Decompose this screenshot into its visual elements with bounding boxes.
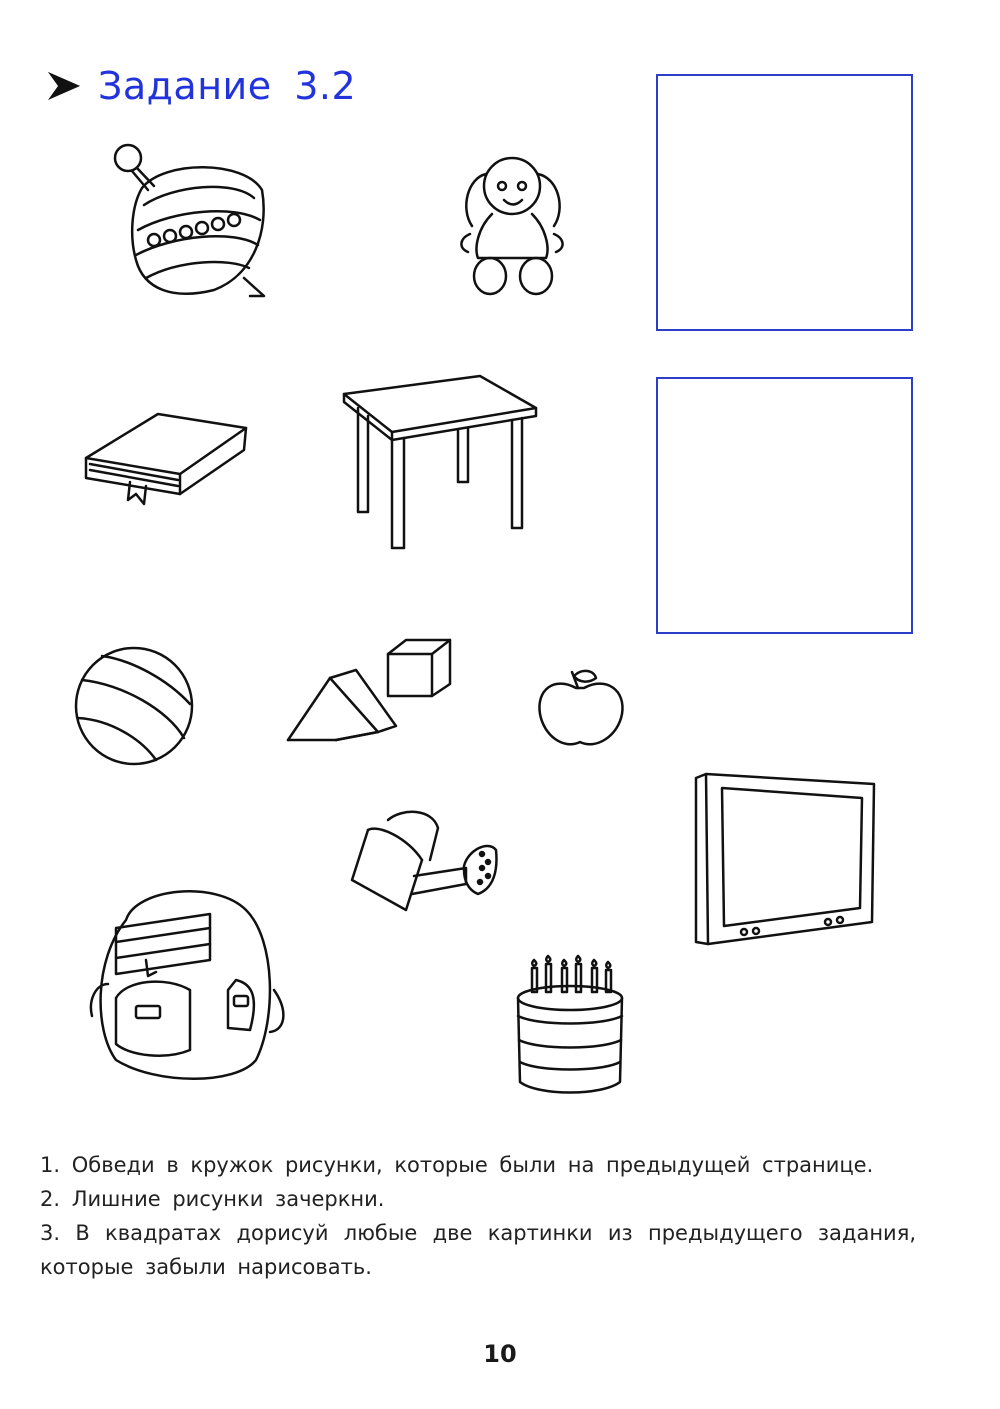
birthday-cake-icon bbox=[508, 956, 632, 1098]
doll-icon bbox=[448, 148, 578, 298]
doll-picture[interactable] bbox=[448, 148, 578, 298]
ball-picture[interactable] bbox=[72, 644, 196, 768]
instruction-2: 2. Лишние рисунки зачеркни. bbox=[40, 1187, 385, 1211]
drawing-box-2[interactable] bbox=[656, 377, 913, 634]
drawing-box-1[interactable] bbox=[656, 74, 913, 331]
page-number: 10 bbox=[483, 1340, 517, 1368]
apple-icon bbox=[534, 666, 628, 750]
task-header bbox=[44, 58, 356, 114]
watering-can-picture[interactable] bbox=[348, 810, 508, 914]
prism-and-cube-picture[interactable] bbox=[284, 634, 464, 746]
instruction-3: 3. В квадратах дорисуй любые две картинки из предыдущего задания, которые забыли нарисовать. bbox=[40, 1221, 916, 1279]
instruction-1: 1. Обведи в кружок рисунки, которые были на предыдущей странице. bbox=[40, 1153, 874, 1177]
spinning-top-picture[interactable] bbox=[104, 140, 274, 310]
table-picture[interactable] bbox=[340, 372, 540, 552]
monitor-icon bbox=[694, 770, 878, 948]
backpack-picture[interactable] bbox=[86, 880, 292, 1086]
book-icon bbox=[80, 408, 250, 508]
birthday-cake-picture[interactable] bbox=[508, 956, 632, 1098]
arrow-bullet-icon bbox=[44, 66, 84, 106]
backpack-icon bbox=[86, 880, 292, 1086]
spinning-top-icon bbox=[104, 140, 274, 310]
table-icon bbox=[340, 372, 540, 552]
ball-icon bbox=[72, 644, 196, 768]
instructions-block bbox=[40, 1148, 916, 1284]
monitor-picture[interactable] bbox=[694, 770, 878, 948]
watering-can-icon bbox=[348, 810, 508, 914]
task-title: Задание 3.2 bbox=[98, 64, 357, 108]
apple-picture[interactable] bbox=[534, 666, 628, 750]
prism-and-cube-icon bbox=[284, 634, 464, 746]
book-picture[interactable] bbox=[80, 408, 250, 508]
